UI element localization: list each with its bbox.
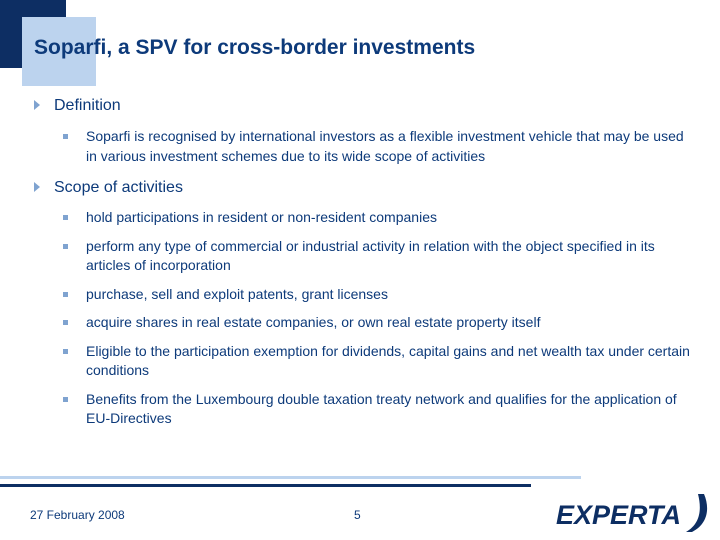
bullet-item <box>32 313 692 333</box>
logo-swoosh-icon <box>686 494 707 532</box>
square-bullet-icon <box>63 244 68 249</box>
bullet-text: Benefits from the Luxembourg double taxation treaty network and qualifies for the application of EU-Directives <box>86 390 677 426</box>
section-heading <box>32 178 692 197</box>
bullet-text: acquire shares in real estate companies, or own real estate property itself <box>86 314 541 330</box>
square-bullet-icon <box>63 292 68 297</box>
footer-rule-light <box>0 476 581 479</box>
square-bullet-icon <box>63 215 68 220</box>
bullet-item <box>32 390 692 429</box>
bullet-item <box>32 285 692 305</box>
page-number: 5 <box>354 508 361 522</box>
slide-body <box>32 96 692 429</box>
bullet-text: Soparfi is recognised by international investors as a flexible investment vehicle that may be used in various investment schemes due to its wide scope of activities <box>86 128 684 164</box>
footer-date: 27 February 2008 <box>30 508 125 522</box>
bullet-text: hold participations in resident or non-resident companies <box>86 209 437 225</box>
square-bullet-icon <box>63 397 68 402</box>
arrow-bullet-icon <box>34 100 40 110</box>
section-heading-text: Definition <box>54 97 121 114</box>
arrow-bullet-icon <box>34 182 40 192</box>
slide-title: Soparfi, a SPV for cross-border investments <box>34 36 476 59</box>
bullet-text: Eligible to the participation exemption for dividends, capital gains and net wealth tax under certain conditions <box>86 342 690 378</box>
logo-wordmark: EXPERTA <box>556 500 682 530</box>
square-bullet-icon <box>63 134 68 139</box>
section-heading <box>32 96 692 115</box>
bullet-item <box>32 127 692 166</box>
footer-rule-dark <box>0 484 531 487</box>
square-bullet-icon <box>63 349 68 354</box>
bullet-text: perform any type of commercial or industrial activity in relation with the object specified in its articles of incorporation <box>86 237 655 273</box>
square-bullet-icon <box>63 320 68 325</box>
bullet-item <box>32 342 692 381</box>
section-heading-text: Scope of activities <box>54 179 183 196</box>
bullet-text: purchase, sell and exploit patents, grant licenses <box>86 285 388 302</box>
bullet-item <box>32 208 692 228</box>
bullet-item <box>32 237 692 276</box>
experta-logo <box>554 490 714 536</box>
